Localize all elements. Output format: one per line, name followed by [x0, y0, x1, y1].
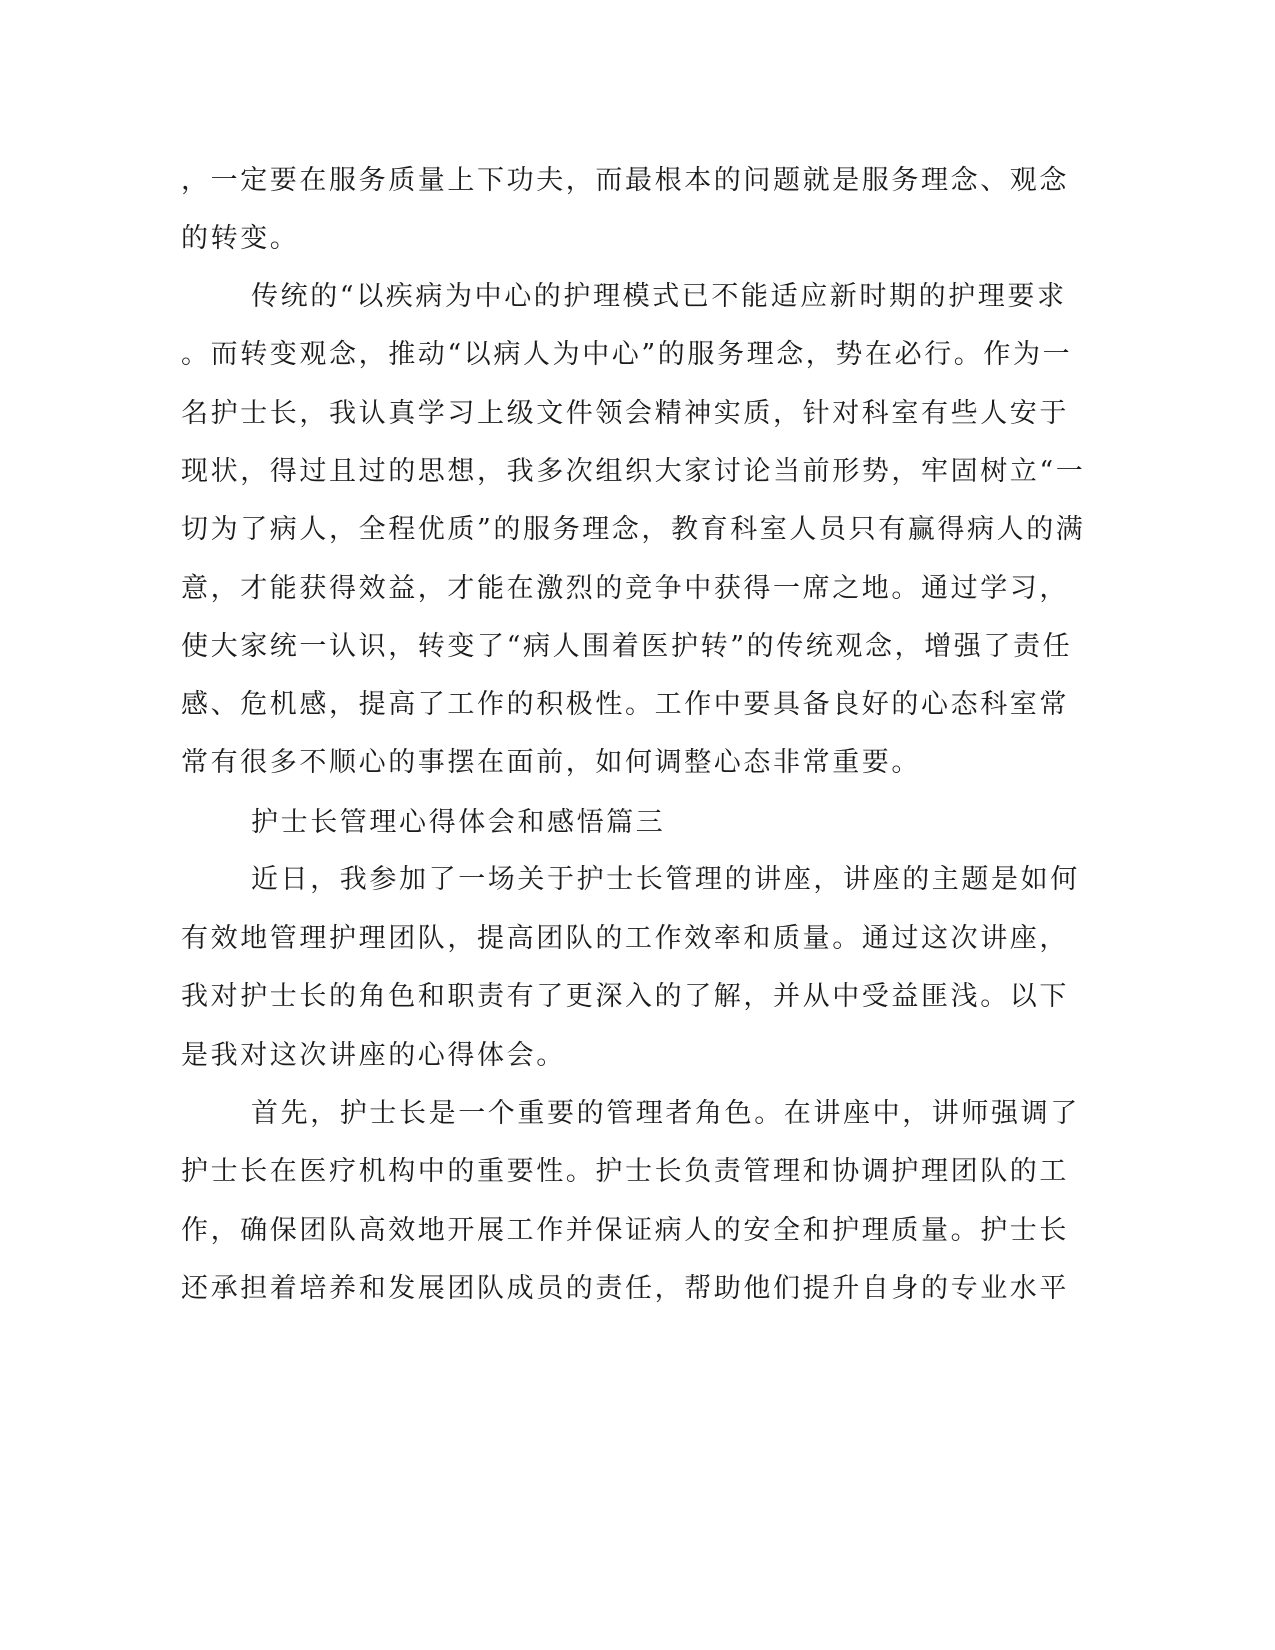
paragraph-line: 现状，得过且过的思想，我多次组织大家讨论当前形势，牢固树立“一	[181, 456, 1086, 487]
paragraph-line: 名护士长，我认真学习上级文件领会精神实质，针对科室有些人安于	[181, 398, 1069, 429]
paragraph-line: 。而转变观念，推动“以病人为中心”的服务理念，势在必行。作为一	[181, 339, 1073, 370]
paragraph-line: 感、危机感，提高了工作的积极性。工作中要具备良好的心态科室常	[181, 689, 1069, 720]
paragraph-line: 我对护士长的角色和职责有了更深入的了解，并从中受益匪浅。以下	[181, 981, 1069, 1012]
paragraph-line: 护士长在医疗机构中的重要性。护士长负责管理和协调护理团队的工	[181, 1156, 1069, 1187]
paragraph-line: 的转变。	[181, 223, 300, 254]
paragraph-line: 意，才能获得效益，才能在激烈的竞争中获得一席之地。通过学习，	[181, 573, 1069, 604]
paragraph-line: ，一定要在服务质量上下功夫，而最根本的问题就是服务理念、观念	[181, 165, 1069, 196]
paragraph-line: 使大家统一认识，转变了“病人围着医护转”的传统观念，增强了责任	[181, 631, 1073, 662]
paragraph-line: 还承担着培养和发展团队成员的责任，帮助他们提升自身的专业水平	[181, 1273, 1069, 1304]
section-heading: 护士长管理心得体会和感悟篇三	[251, 807, 666, 838]
paragraph-line: 切为了病人，全程优质”的服务理念，教育科室人员只有赢得病人的满	[181, 514, 1086, 545]
paragraph-line: 是我对这次讲座的心得体会。	[181, 1040, 566, 1071]
paragraph-line: 传统的“以疾病为中心的护理模式已不能适应新时期的护理要求	[251, 281, 1067, 312]
paragraph-line: 首先，护士长是一个重要的管理者角色。在讲座中，讲师强调了	[251, 1098, 1080, 1129]
paragraph-line: 常有很多不顺心的事摆在面前，如何调整心态非常重要。	[181, 747, 921, 778]
paragraph-line: 近日，我参加了一场关于护士长管理的讲座，讲座的主题是如何	[251, 864, 1080, 895]
paragraph-line: 有效地管理护理团队，提高团队的工作效率和质量。通过这次讲座，	[181, 923, 1069, 954]
paragraph-line: 作，确保团队高效地开展工作并保证病人的安全和护理质量。护士长	[181, 1215, 1069, 1246]
